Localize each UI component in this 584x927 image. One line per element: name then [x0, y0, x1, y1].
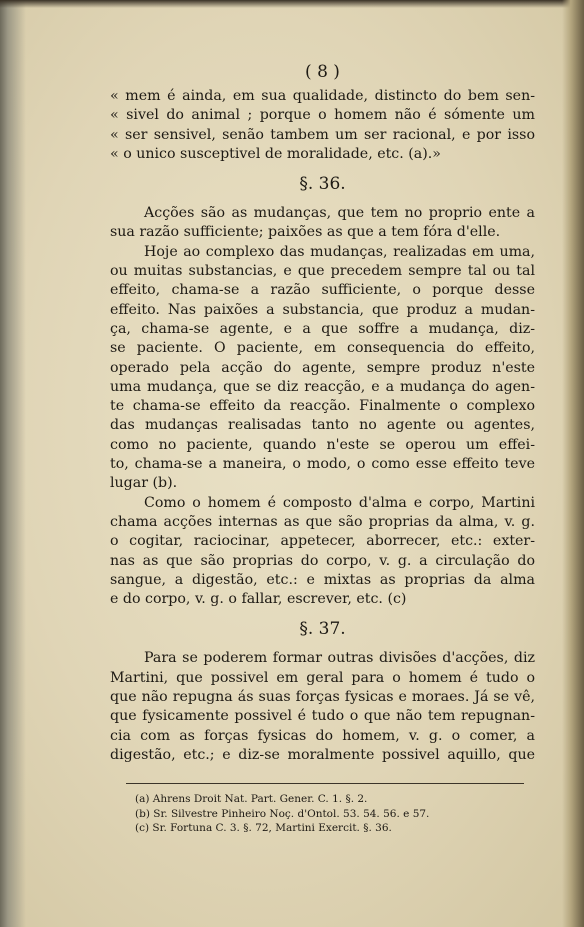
section-heading: §. 36. — [299, 174, 346, 195]
footnote: (b) Sr. Silvestre Pinheiro Noç. d'Ontol. 53. 54. 56. e 57. — [135, 807, 430, 820]
text-line: effeito, chama-se a razão sufficiente, o porque desse — [110, 282, 535, 299]
text-line: digestão, etc.; e diz-se moralmente possivel aquillo, que — [110, 746, 535, 763]
text-line: ou muitas substancias, e que precedem sempre tal ou tal — [110, 263, 535, 280]
text-line: que não repugna ás suas forças fysicas e moraes. Já se vê, — [110, 689, 535, 706]
text-line: lugar (b). — [110, 475, 178, 492]
paragraph — [110, 649, 535, 765]
text-line: e do corpo, v. g. o fallar, escrever, etc. (c) — [110, 591, 407, 608]
text-line: se paciente. O paciente, em consequencia do effeito, — [110, 340, 535, 357]
text-line: o cogitar, raciocinar, appetecer, aborrecer, etc.: exter- — [110, 533, 535, 550]
text-line: « sivel do animal ; porque o homem não é sómente um — [110, 107, 535, 124]
text-line: que fysicamente possivel é tudo o que não tem repugnan- — [110, 708, 535, 725]
text-line: « o unico susceptivel de moralidade, etc. (a).» — [110, 145, 441, 162]
text-line: Para se poderem formar outras divisões d'acções, diz — [144, 650, 535, 667]
page-number: ( 8 ) — [305, 62, 340, 82]
page-text — [110, 57, 535, 836]
text-line: Como o homem é composto d'alma e corpo, Martini — [144, 494, 535, 511]
text-line: cia com as forças fysicas do homem, v. g. o comer, a — [110, 727, 535, 744]
text-line: nas as que são proprias do corpo, v. g. a circulação do — [110, 552, 535, 569]
text-line: « ser sensivel, senão tambem um ser racional, e por isso — [110, 126, 535, 143]
text-line: uma mudança, que se diz reacção, e a mudança do agen- — [110, 378, 535, 395]
text-line: Acções são as mudanças, que tem no proprio ente a — [144, 205, 535, 222]
footnote-rule — [126, 783, 524, 784]
text-line: sangue, a digestão, etc.: e mixtas as proprias da alma — [110, 571, 535, 588]
section-heading: §. 37. — [299, 619, 346, 640]
text-line: sua razão sufficiente; paixões as que a tem fóra d'elle. — [110, 224, 501, 241]
text-line: ça, chama-se agente, e a que soffre a mudança, diz- — [110, 320, 535, 337]
text-line: to, chama-se a maneira, o modo, o como esse effeito teve — [110, 456, 535, 473]
footnote: (a) Ahrens Droit Nat. Part. Gener. C. 1. §. 2. — [135, 793, 368, 806]
text-line: operado pela acção do agente, sempre produz n'este — [110, 359, 535, 376]
text-line: te chama-se effeito da reacção. Finalmente o complexo — [110, 398, 535, 415]
paragraph — [110, 494, 535, 610]
text-line: Martini, que possivel em geral para o homem é tudo o — [110, 669, 535, 686]
text-line: das mudanças realisadas tanto no agente ou agentes, — [110, 417, 535, 434]
footnote: (c) Sr. Fortuna C. 3. §. 72, Martini Exercit. §. 36. — [135, 822, 392, 835]
quote-block — [110, 87, 535, 164]
footnotes — [110, 792, 535, 836]
page-top-edge — [0, 0, 584, 8]
paragraph — [110, 204, 535, 243]
text-line: Hoje ao complexo das mudanças, realizadas em uma, — [144, 243, 535, 260]
page-right-edge — [562, 0, 584, 927]
text-line: como no paciente, quando n'este se operou um effei- — [110, 436, 535, 453]
text-line: effeito. Nas paixões a substancia, que produz a mudan- — [110, 301, 535, 318]
binding-shadow — [0, 0, 26, 927]
text-line: chama acções internas as que são proprias da alma, v. g. — [110, 513, 535, 530]
paragraph — [110, 243, 535, 494]
text-line: « mem é ainda, em sua qualidade, distincto do bem sen- — [110, 88, 535, 104]
